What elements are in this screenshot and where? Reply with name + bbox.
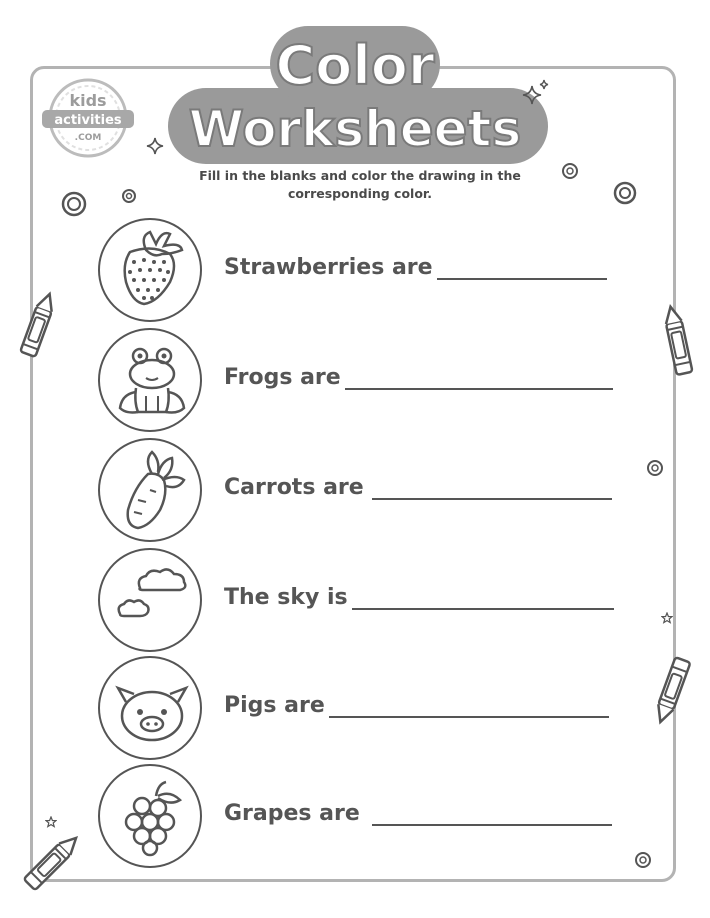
worksheet-row-pigs bbox=[98, 656, 618, 762]
ring-decoration-icon bbox=[612, 180, 638, 206]
ring-decoration-icon bbox=[646, 459, 664, 477]
clouds-icon bbox=[100, 550, 204, 654]
crayon-icon bbox=[20, 828, 84, 896]
worksheet-row-frogs bbox=[98, 328, 618, 434]
sky-label: The sky is bbox=[224, 585, 348, 610]
frog-icon bbox=[100, 330, 204, 434]
sky-answer-blank[interactable] bbox=[352, 584, 614, 610]
carrot-circle bbox=[98, 438, 202, 542]
title-line-2: Worksheets bbox=[188, 100, 522, 158]
logo-activities: activities bbox=[54, 113, 122, 128]
strawberries-answer-blank[interactable] bbox=[437, 254, 607, 280]
frogs-answer-blank[interactable] bbox=[345, 364, 613, 390]
grapes-icon bbox=[100, 766, 204, 870]
sparkle-icon bbox=[520, 78, 552, 110]
pig-icon bbox=[100, 658, 204, 762]
carrots-prompt bbox=[224, 474, 612, 500]
ring-decoration-icon bbox=[561, 162, 579, 180]
grapes-prompt bbox=[224, 800, 612, 826]
instructions-text: Fill in the blanks and color the drawing in the corresponding color. bbox=[199, 168, 521, 201]
carrots-answer-blank[interactable] bbox=[372, 474, 612, 500]
ring-decoration-icon bbox=[60, 190, 88, 218]
worksheet-title bbox=[150, 22, 560, 172]
sky-prompt bbox=[224, 584, 614, 610]
carrot-icon bbox=[100, 440, 204, 544]
pigs-label: Pigs are bbox=[224, 693, 325, 718]
pigs-prompt bbox=[224, 692, 609, 718]
frogs-prompt bbox=[224, 364, 613, 390]
worksheet-row-strawberries bbox=[98, 218, 618, 324]
title-line-1: Color bbox=[275, 34, 435, 97]
star-icon bbox=[45, 816, 57, 828]
worksheet-row-grapes bbox=[98, 764, 618, 870]
ring-decoration-icon bbox=[634, 851, 652, 869]
logo-com: .COM bbox=[74, 133, 102, 143]
grapes-answer-blank[interactable] bbox=[372, 800, 612, 826]
frogs-label: Frogs are bbox=[224, 365, 341, 390]
crayon-icon bbox=[654, 302, 702, 382]
strawberries-prompt bbox=[224, 254, 607, 280]
strawberries-label: Strawberries are bbox=[224, 255, 433, 280]
worksheet-row-sky bbox=[98, 548, 618, 654]
grapes-circle bbox=[98, 764, 202, 868]
frog-circle bbox=[98, 328, 202, 432]
kids-activities-logo bbox=[40, 76, 136, 162]
clouds-circle bbox=[98, 548, 202, 652]
carrots-label: Carrots are bbox=[224, 475, 364, 500]
crayon-icon bbox=[14, 290, 62, 362]
logo-kids: kids bbox=[69, 91, 107, 110]
pigs-answer-blank[interactable] bbox=[329, 692, 609, 718]
sparkle-icon bbox=[146, 137, 164, 155]
strawberry-icon bbox=[100, 220, 204, 324]
pig-circle bbox=[98, 656, 202, 760]
crayon-icon bbox=[646, 652, 698, 728]
strawberry-circle bbox=[98, 218, 202, 322]
ring-decoration-icon bbox=[121, 188, 137, 204]
star-icon bbox=[661, 612, 673, 624]
grapes-label: Grapes are bbox=[224, 801, 360, 826]
worksheet-row-carrots bbox=[98, 438, 618, 544]
